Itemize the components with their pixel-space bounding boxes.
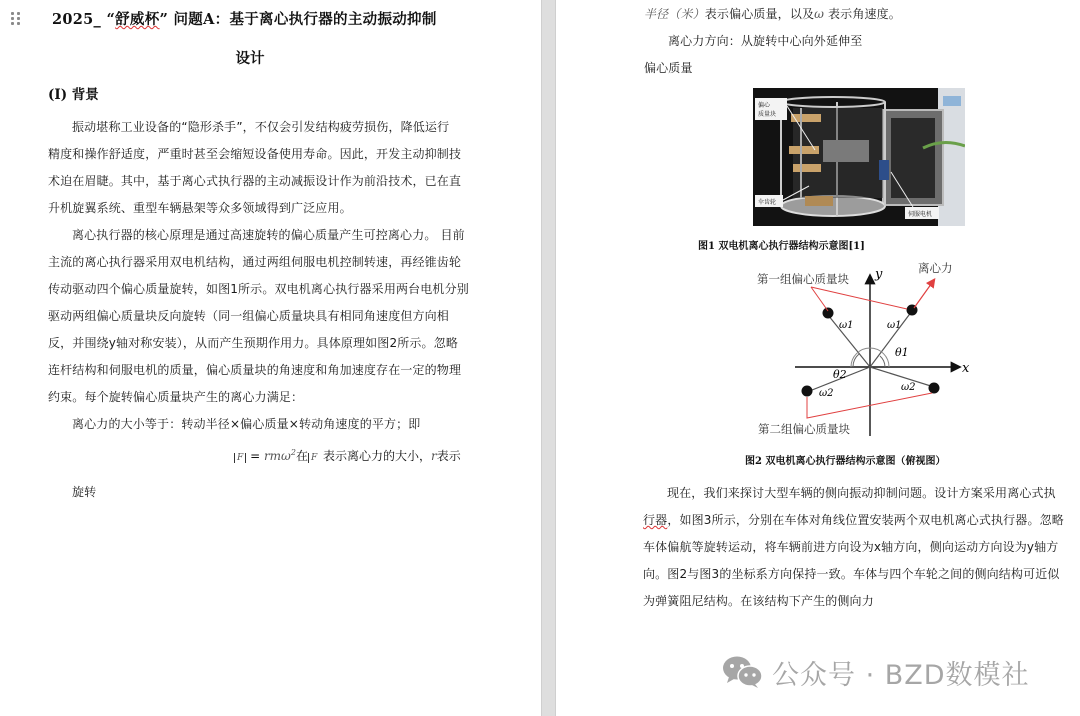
paragraph-line: 约束。每个旋转偏心质量块产生的离心力满足： <box>48 390 304 404</box>
label-group2: 第二组偏心质量块 <box>758 422 850 436</box>
formula-description: 表示离心力的大小， <box>319 449 432 463</box>
figure2-force-diagram <box>735 258 980 438</box>
y-axis-label: y <box>875 267 883 282</box>
title-cup-name: 舒威杯 <box>115 11 160 28</box>
label-omega1-left: ω1 <box>839 320 854 331</box>
paragraph-line: 离心力的大小等于：转动半径×偏心质量×转动角速度的平方；即 <box>72 417 421 431</box>
formula-r-symbol: r <box>431 449 437 463</box>
mass-group2-right <box>929 383 940 394</box>
formula-equals: = <box>246 449 264 463</box>
actuator-photo-illustration <box>753 88 965 226</box>
line-text: 表示偏心质量，以及 <box>704 7 815 21</box>
mass-group2-left <box>802 386 813 397</box>
paragraph-force-magnitude <box>72 411 420 438</box>
force-diagram-svg <box>735 258 980 438</box>
title-rest: 问题A：基于离心执行器的主动振动抑制 <box>168 11 437 28</box>
label-centrifugal-force: 离心力 <box>918 261 953 275</box>
line-text: ，如图3所示，分别在车体对角线位置安装两个双电机离心式执行器。忽略 <box>667 513 1064 527</box>
paragraph-line: 连杆结构和伺服电机的质量，偏心质量块的角速度和角加速度存在一定的物理 <box>48 363 462 377</box>
paragraph-line: 升机旋翼系统、重型车辆悬架等众多领域得到广泛应用。 <box>48 201 352 215</box>
label-omega1-right: ω1 <box>887 320 902 331</box>
formula-description2: 表示 <box>436 449 461 463</box>
figure1-actuator-photo <box>753 88 965 226</box>
paragraph-line: 旋转 <box>72 485 97 499</box>
section-heading-background: (I) 背景 <box>48 87 99 103</box>
page-gutter <box>541 0 556 716</box>
paragraph-line: 车体偏航等旋转运动，将车辆前进方向设为x轴方向，侧向运动方向设为y轴方 <box>643 540 1059 554</box>
title-prefix: 2025_ <box>52 11 107 28</box>
formula-abs-f: F <box>234 453 246 463</box>
paragraph-line: 术迫在眉睫。其中，基于离心式执行器的主动减振设计作为前沿技术，已在直 <box>48 174 462 188</box>
paragraph-radius-continued <box>644 1 901 82</box>
paragraph-vehicle <box>643 480 1064 615</box>
watermark <box>722 652 1030 692</box>
label-group1: 第一组偏心质量块 <box>757 272 849 286</box>
italic-radius-text: 半径（米） <box>644 7 705 21</box>
paragraph-line: 离心执行器的核心原理是通过高速旋转的偏心质量产生可控离心力。 目前 <box>72 228 465 242</box>
paragraph-principle <box>48 222 469 411</box>
figure1-caption: 图1 双电机离心执行器结构示意图[1] <box>698 241 865 252</box>
photo-label-bevel-gear: 伞齿轮 <box>758 199 777 206</box>
photo-label-eccentric-mass-2: 质量块 <box>758 111 777 118</box>
wechat-icon <box>722 655 764 689</box>
paragraph-rotation <box>72 479 96 506</box>
paragraph-line: 传动驱动四个偏心质量旋转，如图1所示。双电机离心执行器采用两台电机分别 <box>48 282 469 296</box>
label-omega2-left: ω2 <box>819 388 834 399</box>
photo-label-eccentric-mass: 偏心 <box>758 102 771 109</box>
paragraph-intro <box>48 114 461 222</box>
formula-exponent: 2 <box>290 448 296 457</box>
formula-text: 在 <box>295 449 308 463</box>
label-omega2-right: ω2 <box>901 382 916 393</box>
paragraph-line: 振动堪称工业设备的“隐形杀手”，不仅会引发结构疲劳损伤，降低运行 <box>72 120 450 134</box>
title-quote-close: ” <box>159 11 169 28</box>
paragraph-line: 偏心质量 <box>644 61 693 75</box>
paragraph-line: 为弹簧阻尼结构。在该结构下产生的侧向力 <box>643 594 874 608</box>
spellcheck-word: 行器 <box>643 513 668 527</box>
figure2-caption: 图2 双电机离心执行器结构示意图（俯视图） <box>745 456 946 467</box>
watermark-text: 公众号 · BZD数模社 <box>772 659 1030 691</box>
drag-handle-icon[interactable] <box>11 12 23 26</box>
document-title-line2: 设计 <box>235 50 265 67</box>
label-theta1: θ1 <box>895 346 909 359</box>
paragraph-line: 向。图2与图3的坐标系方向保持一致。车体与四个车轮之间的侧向结构可近似 <box>643 567 1060 581</box>
title-quote-open: “ <box>106 11 116 28</box>
paragraph-line: 离心力方向：从旋转中心向外延伸至 <box>668 34 863 48</box>
line-text: 表示角速度。 <box>824 7 901 21</box>
formula-expression: rmω <box>263 449 291 463</box>
paragraph-line: 现在，我们来探讨大型车辆的侧向振动抑制问题。设计方案采用离心式执 <box>667 486 1056 500</box>
photo-label-servo-motor: 伺服电机 <box>908 211 933 218</box>
x-axis-label: x <box>962 361 970 376</box>
mass-group1-left <box>823 308 834 319</box>
centrifugal-force-formula <box>234 447 461 464</box>
label-theta2: θ2 <box>833 368 847 381</box>
paragraph-line: 主流的离心执行器采用双电机结构，通过两组伺服电机控制转速，再经锥齿轮 <box>48 255 462 269</box>
paragraph-line: 驱动两组偏心质量块反向旋转（同一组偏心质量块具有相同角速度但方向相 <box>48 309 449 323</box>
paragraph-line: 精度和操作舒适度，严重时甚至会缩短设备使用寿命。因此，开发主动抑制技 <box>48 147 462 161</box>
document-title <box>52 8 452 29</box>
formula-abs-f2: F <box>308 453 319 463</box>
omega-symbol: ω <box>814 7 825 21</box>
paragraph-line: 反，并围绕y轴对称安装），从而产生预期作用力。具体原理如图2所示。忽略 <box>48 336 458 350</box>
